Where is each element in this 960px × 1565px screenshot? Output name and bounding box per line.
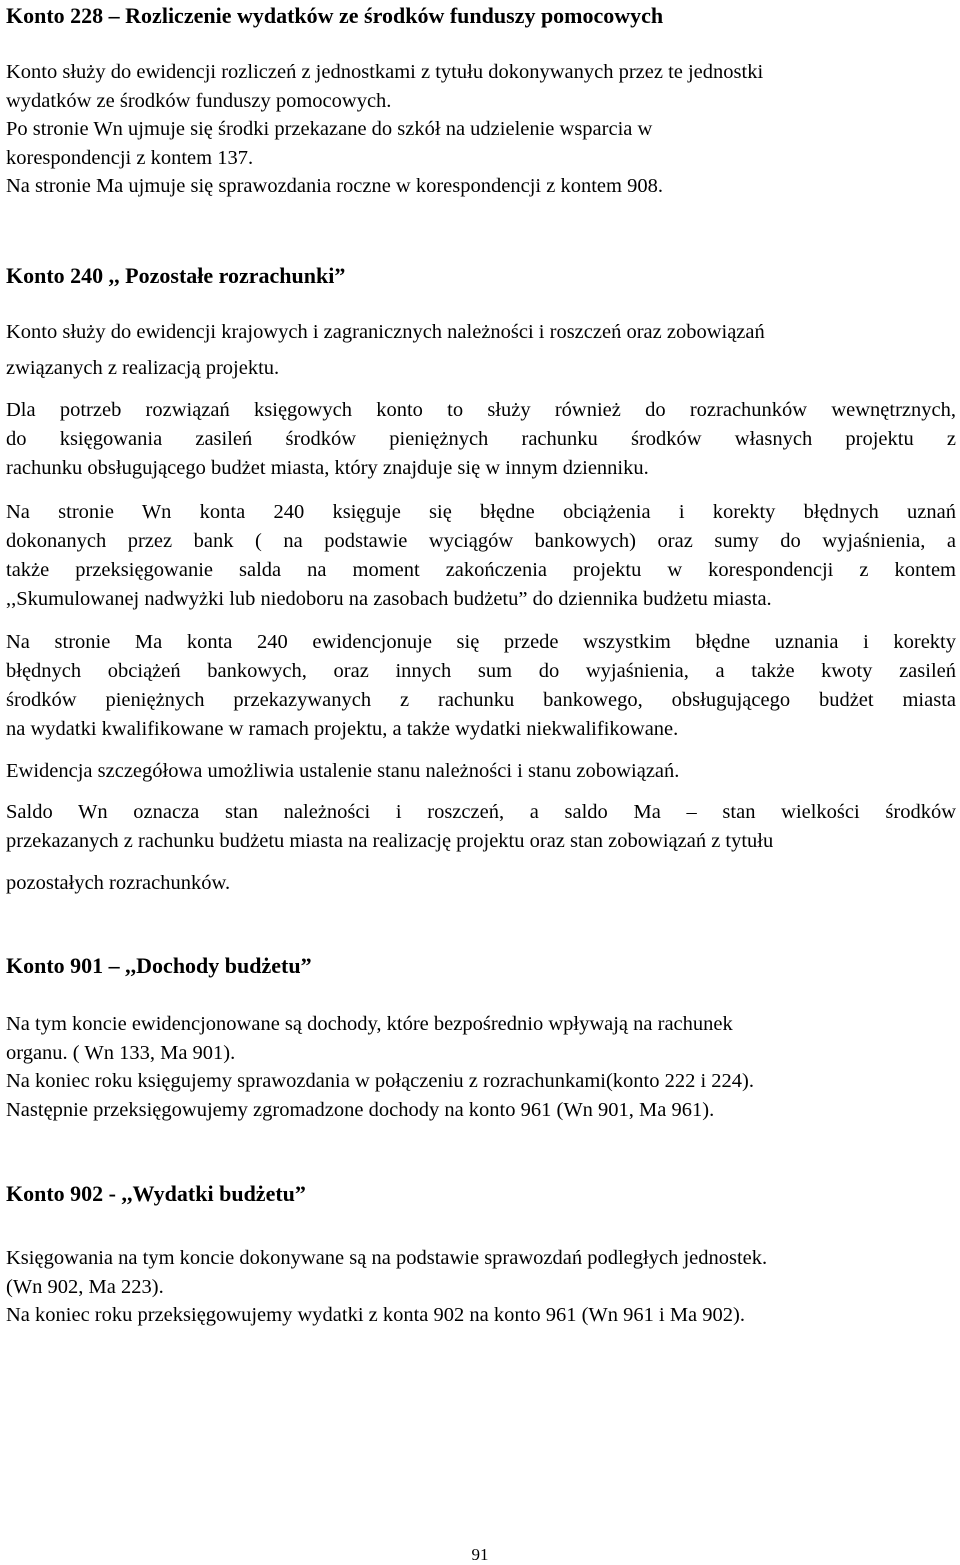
text-line: na wydatki kwalifikowane w ramach projektu, a także wydatki niekwalifikowane. (6, 718, 679, 740)
text-line: Następnie przeksięgowujemy zgromadzone dochody na konto 961 (Wn 901, Ma 961). (6, 1098, 715, 1121)
heading-konto-901: Konto 901 – ,,Dochody budżetu” (6, 953, 312, 978)
paragraph-konto-240-wn (6, 498, 956, 614)
paragraph-konto-240-detail (6, 757, 956, 786)
text-line: Na koniec roku księgujemy sprawozdania w połączeniu z rozrachunkami(konto 222 i 224). (6, 1070, 755, 1092)
heading-konto-240: Konto 240 ,, Pozostałe rozrachunki” (6, 263, 346, 288)
text-line: Księgowania na tym koncie dokonywane są na podstawie sprawozdań podległych jednostek. (6, 1247, 768, 1269)
text-line: pozostałych rozrachunków. (6, 872, 231, 894)
paragraph-konto-902 (6, 1244, 956, 1330)
text-line: Dla potrzeb rozwiązań księgowych konto to służy również do rozrachunków wewnętrznych, (6, 399, 956, 421)
text-line: (Wn 902, Ma 223). (6, 1275, 164, 1298)
paragraph-konto-240-intro (6, 314, 956, 386)
text-line: przekazanych z rachunku budżetu miasta na realizację projektu oraz stan zobowiązań z tytułu (6, 830, 774, 852)
text-line: Na tym koncie ewidencjonowane są dochody, które bezpośrednio wpływają na rachunek (6, 1013, 733, 1035)
heading-konto-228: Konto 228 – Rozliczenie wydatków ze środków funduszy pomocowych (6, 3, 664, 28)
text-line: Po stronie Wn ujmuje się środki przekazane do szkół na udzielenie wsparcia w (6, 118, 653, 140)
text-line: ,,Skumulowanej nadwyżki lub niedoboru na zasobach budżetu” do dziennika budżetu miasta. (6, 588, 772, 610)
text-line: Na koniec roku przeksięgowujemy wydatki z konta 902 na konto 961 (Wn 961 i Ma 902). (6, 1304, 745, 1326)
text-line: Saldo Wn oznacza stan należności i roszczeń, a saldo Ma – stan wielkości środków (6, 801, 956, 823)
text-line: wydatków ze środków funduszy pomocowych. (6, 89, 392, 112)
paragraph-konto-240-ma (6, 628, 956, 744)
text-line: Konto służy do ewidencji rozliczeń z jednostkami z tytułu dokonywanych przez te jednostki (6, 61, 764, 83)
text-line: błędnych obciążeń bankowych, oraz innych sum do wyjaśnienia, a także kwoty zasileń (6, 660, 956, 682)
text-line: korespondencji z kontem 137. (6, 146, 254, 169)
text-line: Na stronie Ma konta 240 ewidencjonuje się przede wszystkim błędne uznania i korekty (6, 631, 956, 653)
text-line: związanych z realizacją projektu. (6, 357, 280, 379)
paragraph-konto-901 (6, 1010, 956, 1124)
text-line: do księgowania zasileń środków pieniężnych rachunku środków własnych projektu z (6, 428, 956, 450)
text-line: także przeksięgowanie salda na moment zakończenia projektu w korespondencji z kontem (6, 559, 956, 581)
text-line: organu. ( Wn 133, Ma 901). (6, 1041, 236, 1064)
page-number: 91 (471, 1545, 489, 1564)
text-line: Ewidencja szczegółowa umożliwia ustalenie stanu należności i stanu zobowiązań. (6, 760, 680, 782)
text-line: środków pieniężnych przekazywanych z rachunku bankowego, obsługującego budżet miasta (6, 689, 956, 711)
heading-konto-902: Konto 902 - ,,Wydatki budżetu” (6, 1181, 306, 1206)
paragraph-konto-240-purpose (6, 396, 956, 483)
paragraph-konto-228 (6, 58, 956, 201)
text-line: dokonanych przez bank ( na podstawie wyciągów bankowych) oraz sumy do wyjaśnienia, a (6, 530, 956, 552)
text-line: Na stronie Ma ujmuje się sprawozdania roczne w korespondencji z kontem 908. (6, 175, 663, 197)
text-line: Konto służy do ewidencji krajowych i zagranicznych należności i roszczeń oraz zobowiązań (6, 321, 765, 343)
paragraph-konto-240-saldo (6, 798, 956, 898)
text-line: Na stronie Wn konta 240 księguje się błędne obciążenia i korekty błędnych uznań (6, 501, 956, 523)
text-line: rachunku obsługującego budżet miasta, który znajduje się w innym dzienniku. (6, 457, 649, 479)
